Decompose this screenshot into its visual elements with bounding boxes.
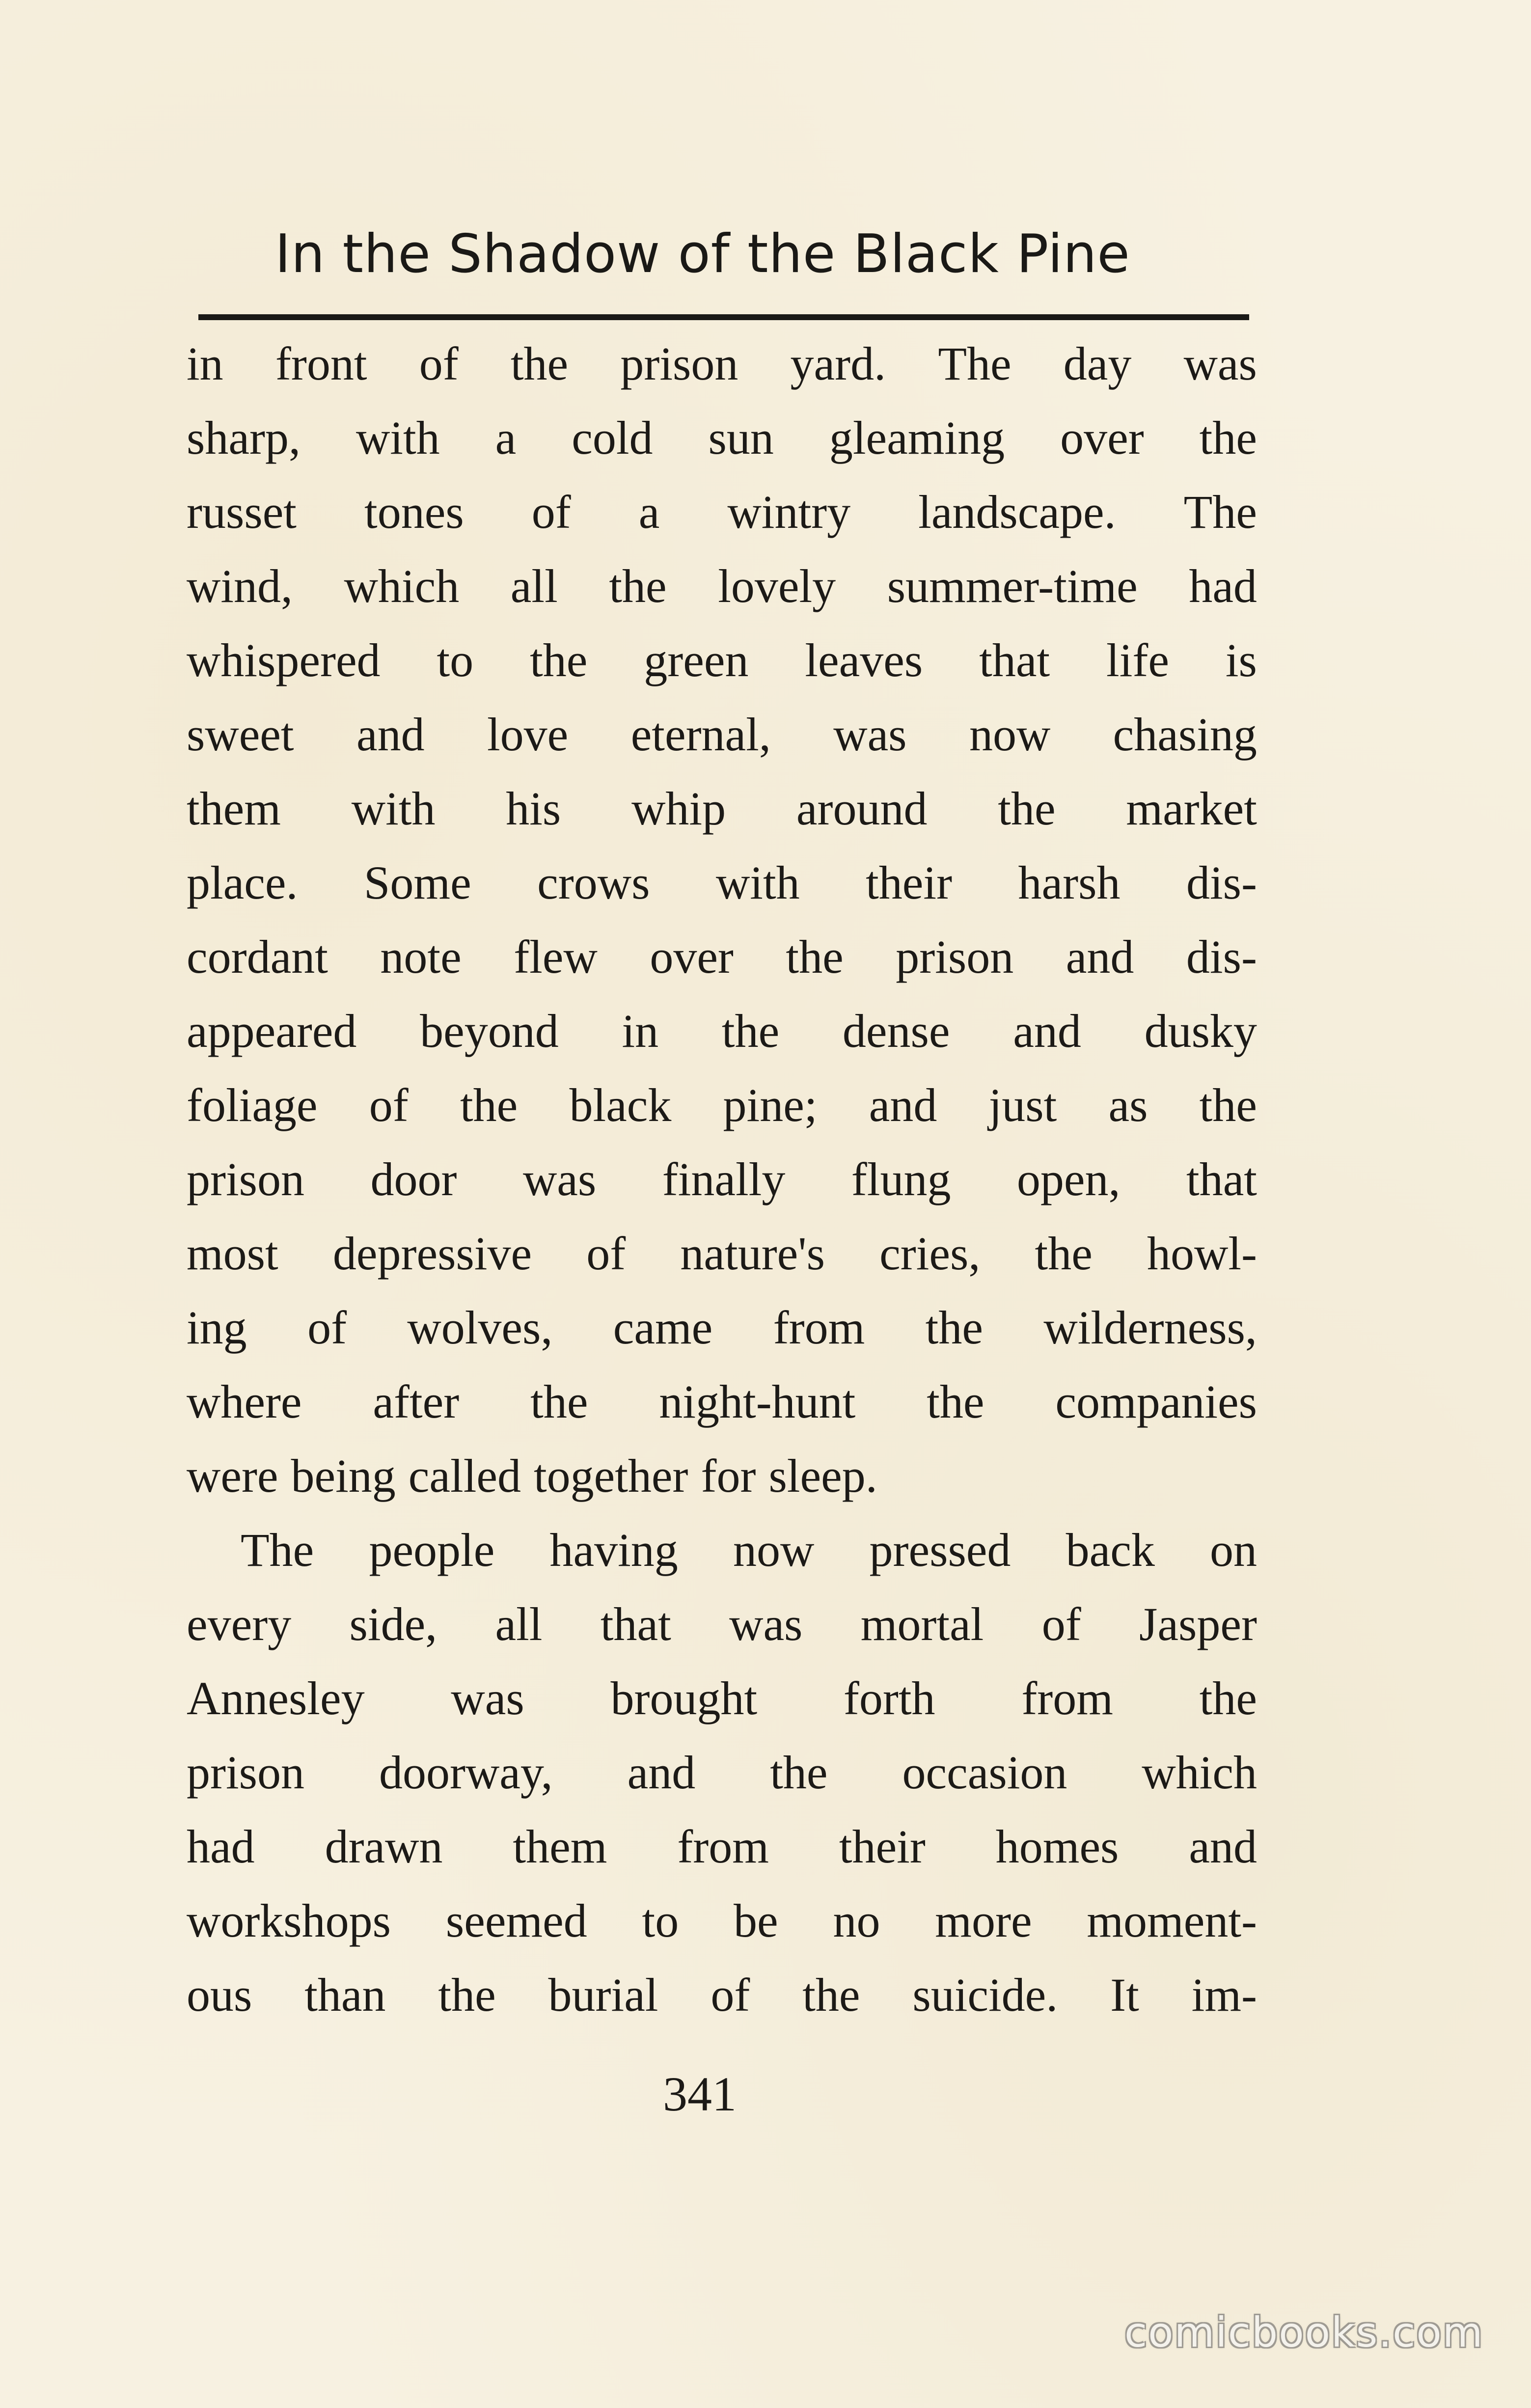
word: from	[773, 1301, 865, 1354]
word: the	[1035, 1227, 1093, 1280]
word: moment-	[1087, 1894, 1257, 1947]
word: the	[925, 1301, 983, 1354]
word: and	[1189, 1820, 1257, 1873]
word: flung	[851, 1153, 951, 1205]
word: in	[187, 337, 223, 390]
word: place.	[187, 856, 298, 909]
word: than	[304, 1969, 386, 2021]
word: with	[351, 782, 436, 835]
text-line	[187, 1661, 1257, 1735]
word: note	[380, 930, 462, 983]
word: more	[935, 1894, 1032, 1947]
word: had	[1189, 560, 1257, 612]
word: was	[1183, 337, 1257, 390]
word: doorway,	[379, 1746, 553, 1799]
word: seemed	[445, 1894, 587, 1947]
word: called	[408, 1450, 521, 1502]
word: and	[1013, 1005, 1081, 1057]
word: workshops	[187, 1894, 391, 1947]
word: companies	[1055, 1375, 1257, 1428]
word: which	[1142, 1746, 1257, 1799]
word: was	[451, 1672, 524, 1724]
word: that	[979, 634, 1050, 686]
word: and	[869, 1079, 937, 1131]
word: as	[1108, 1079, 1148, 1131]
text-line	[187, 1142, 1257, 1216]
word: his	[506, 782, 561, 835]
word: of	[419, 337, 459, 390]
word: in	[622, 1005, 659, 1057]
word: and	[356, 708, 425, 761]
word: gleaming	[829, 411, 1005, 464]
word: of	[586, 1227, 626, 1280]
word: were	[187, 1450, 278, 1502]
word: the	[1199, 411, 1257, 464]
word: them	[187, 782, 281, 835]
header-rule	[198, 314, 1249, 320]
word: The	[241, 1524, 314, 1576]
word: wintry	[727, 486, 851, 538]
word: Some	[364, 856, 471, 909]
word: sharp,	[187, 411, 301, 464]
word: having	[549, 1524, 678, 1576]
word: ous	[187, 1969, 252, 2021]
body-text	[187, 327, 1257, 2032]
text-line	[187, 846, 1257, 920]
word: chasing	[1113, 708, 1257, 761]
word: drawn	[325, 1820, 443, 1873]
word: of	[711, 1969, 750, 2021]
word: side,	[349, 1598, 437, 1650]
word: and	[1066, 930, 1134, 983]
word: that	[1186, 1153, 1257, 1205]
word: every	[187, 1598, 292, 1650]
word: be	[734, 1894, 778, 1947]
word: people	[369, 1524, 495, 1576]
word: the	[460, 1079, 518, 1131]
word: which	[344, 560, 460, 612]
word: the	[530, 634, 588, 686]
text-line	[187, 920, 1257, 994]
word: being	[291, 1450, 396, 1502]
word: Annesley	[187, 1672, 365, 1724]
word: burial	[548, 1969, 658, 2021]
word: wind,	[187, 560, 293, 612]
text-line	[187, 1439, 1257, 1513]
text-line	[187, 1068, 1257, 1142]
word: black	[569, 1079, 672, 1131]
word: The	[1183, 486, 1257, 538]
word: that	[600, 1598, 671, 1650]
word: from	[1021, 1672, 1113, 1724]
word: over	[1060, 411, 1144, 464]
word: is	[1225, 634, 1257, 686]
word: homes	[995, 1820, 1119, 1873]
text-line	[187, 327, 1257, 401]
word: the	[609, 560, 667, 612]
word: love	[487, 708, 569, 761]
word: of	[369, 1079, 409, 1131]
watermark: comicbooks.com	[1124, 2308, 1484, 2356]
word: most	[187, 1227, 278, 1280]
word: wolves,	[407, 1301, 553, 1354]
word: the	[1199, 1079, 1257, 1131]
word: now	[969, 708, 1051, 761]
word: just	[988, 1079, 1057, 1131]
text-line	[187, 475, 1257, 549]
word: sweet	[187, 708, 294, 761]
word: cordant	[187, 930, 328, 983]
word: open,	[1016, 1153, 1121, 1205]
word: It	[1110, 1969, 1139, 2021]
word: to	[642, 1894, 679, 1947]
word: for	[701, 1450, 756, 1502]
word: day	[1063, 337, 1132, 390]
word: tones	[364, 486, 464, 538]
word: leaves	[805, 634, 923, 686]
word: Jasper	[1139, 1598, 1257, 1650]
text-line	[187, 623, 1257, 697]
word: The	[938, 337, 1012, 390]
word: their	[839, 1820, 926, 1873]
word: now	[733, 1524, 815, 1576]
word: market	[1126, 782, 1257, 835]
word: came	[613, 1301, 713, 1354]
word: their	[866, 856, 953, 909]
word: the	[1199, 1672, 1257, 1724]
word: summer-time	[887, 560, 1138, 612]
word: sleep.	[768, 1450, 877, 1502]
word: after	[373, 1375, 460, 1428]
word: front	[275, 337, 367, 390]
text-line	[187, 1216, 1257, 1290]
word: to	[437, 634, 474, 686]
word: whispered	[187, 634, 381, 686]
word: and	[627, 1746, 696, 1799]
word: yard.	[790, 337, 886, 390]
word: life	[1106, 634, 1169, 686]
word: from	[677, 1820, 769, 1873]
word: prison	[620, 337, 738, 390]
text-line	[187, 401, 1257, 475]
text-line	[187, 1513, 1257, 1587]
word: crows	[537, 856, 650, 909]
word: mortal	[860, 1598, 984, 1650]
word: foliage	[187, 1079, 318, 1131]
word: cries,	[879, 1227, 981, 1280]
word: im-	[1191, 1969, 1257, 2021]
word: of	[531, 486, 571, 538]
text-line	[187, 1587, 1257, 1661]
text-line	[187, 771, 1257, 846]
word: door	[370, 1153, 457, 1205]
text-line	[187, 1365, 1257, 1439]
word: of	[1041, 1598, 1081, 1650]
word: appeared	[187, 1005, 357, 1057]
word: brought	[610, 1672, 758, 1724]
word: lovely	[718, 560, 836, 612]
word: where	[187, 1375, 302, 1428]
text-line	[187, 1884, 1257, 1958]
word: finally	[662, 1153, 786, 1205]
word: a	[638, 486, 660, 538]
word: beyond	[420, 1005, 559, 1057]
word: wilderness,	[1043, 1301, 1257, 1354]
text-line	[187, 1958, 1257, 2032]
word: on	[1210, 1524, 1257, 1576]
text-line	[187, 1809, 1257, 1884]
word: forth	[843, 1672, 935, 1724]
word: dense	[842, 1005, 950, 1057]
word: russet	[187, 486, 297, 538]
page-number: 341	[663, 2067, 737, 2121]
word: all	[510, 560, 558, 612]
word: prison	[187, 1746, 304, 1799]
word: with	[355, 411, 440, 464]
word: night-hunt	[659, 1375, 856, 1428]
word: dusky	[1144, 1005, 1257, 1057]
word: with	[715, 856, 800, 909]
word: the	[998, 782, 1056, 835]
word: landscape.	[918, 486, 1116, 538]
word: over	[650, 930, 734, 983]
word: around	[796, 782, 928, 835]
word: the	[786, 930, 844, 983]
word: no	[833, 1894, 880, 1947]
word: had	[187, 1820, 255, 1873]
word: green	[644, 634, 749, 686]
word: pressed	[869, 1524, 1011, 1576]
text-line	[187, 1735, 1257, 1809]
word: harsh	[1018, 856, 1121, 909]
text-line	[187, 697, 1257, 771]
text-line	[187, 994, 1257, 1068]
word: a	[495, 411, 517, 464]
word: was	[833, 708, 907, 761]
text-line	[187, 549, 1257, 623]
word: the	[721, 1005, 780, 1057]
word: prison	[187, 1153, 304, 1205]
word: the	[530, 1375, 588, 1428]
word: suicide.	[912, 1969, 1058, 2021]
word: whip	[631, 782, 726, 835]
word: dis-	[1186, 930, 1257, 983]
word: the	[927, 1375, 984, 1428]
text-line	[187, 1290, 1257, 1365]
word: eternal,	[630, 708, 771, 761]
word: ing	[187, 1301, 247, 1354]
word: depressive	[332, 1227, 532, 1280]
word: the	[770, 1746, 828, 1799]
word: cold	[572, 411, 653, 464]
word: howl-	[1147, 1227, 1257, 1280]
word: occasion	[902, 1746, 1067, 1799]
word: pine;	[723, 1079, 818, 1131]
word: prison	[896, 930, 1014, 983]
word: of	[307, 1301, 347, 1354]
word: sun	[708, 411, 774, 464]
word: the	[802, 1969, 860, 2021]
word: together	[533, 1450, 688, 1502]
word: the	[510, 337, 569, 390]
word: the	[438, 1969, 496, 2021]
word: dis-	[1186, 856, 1257, 909]
word: flew	[514, 930, 598, 983]
word: all	[495, 1598, 543, 1650]
word: was	[522, 1153, 597, 1205]
running-head: In the Shadow of the Black Pine	[275, 223, 1130, 285]
word: was	[729, 1598, 803, 1650]
word: nature's	[680, 1227, 825, 1280]
word: back	[1066, 1524, 1155, 1576]
word: them	[513, 1820, 607, 1873]
